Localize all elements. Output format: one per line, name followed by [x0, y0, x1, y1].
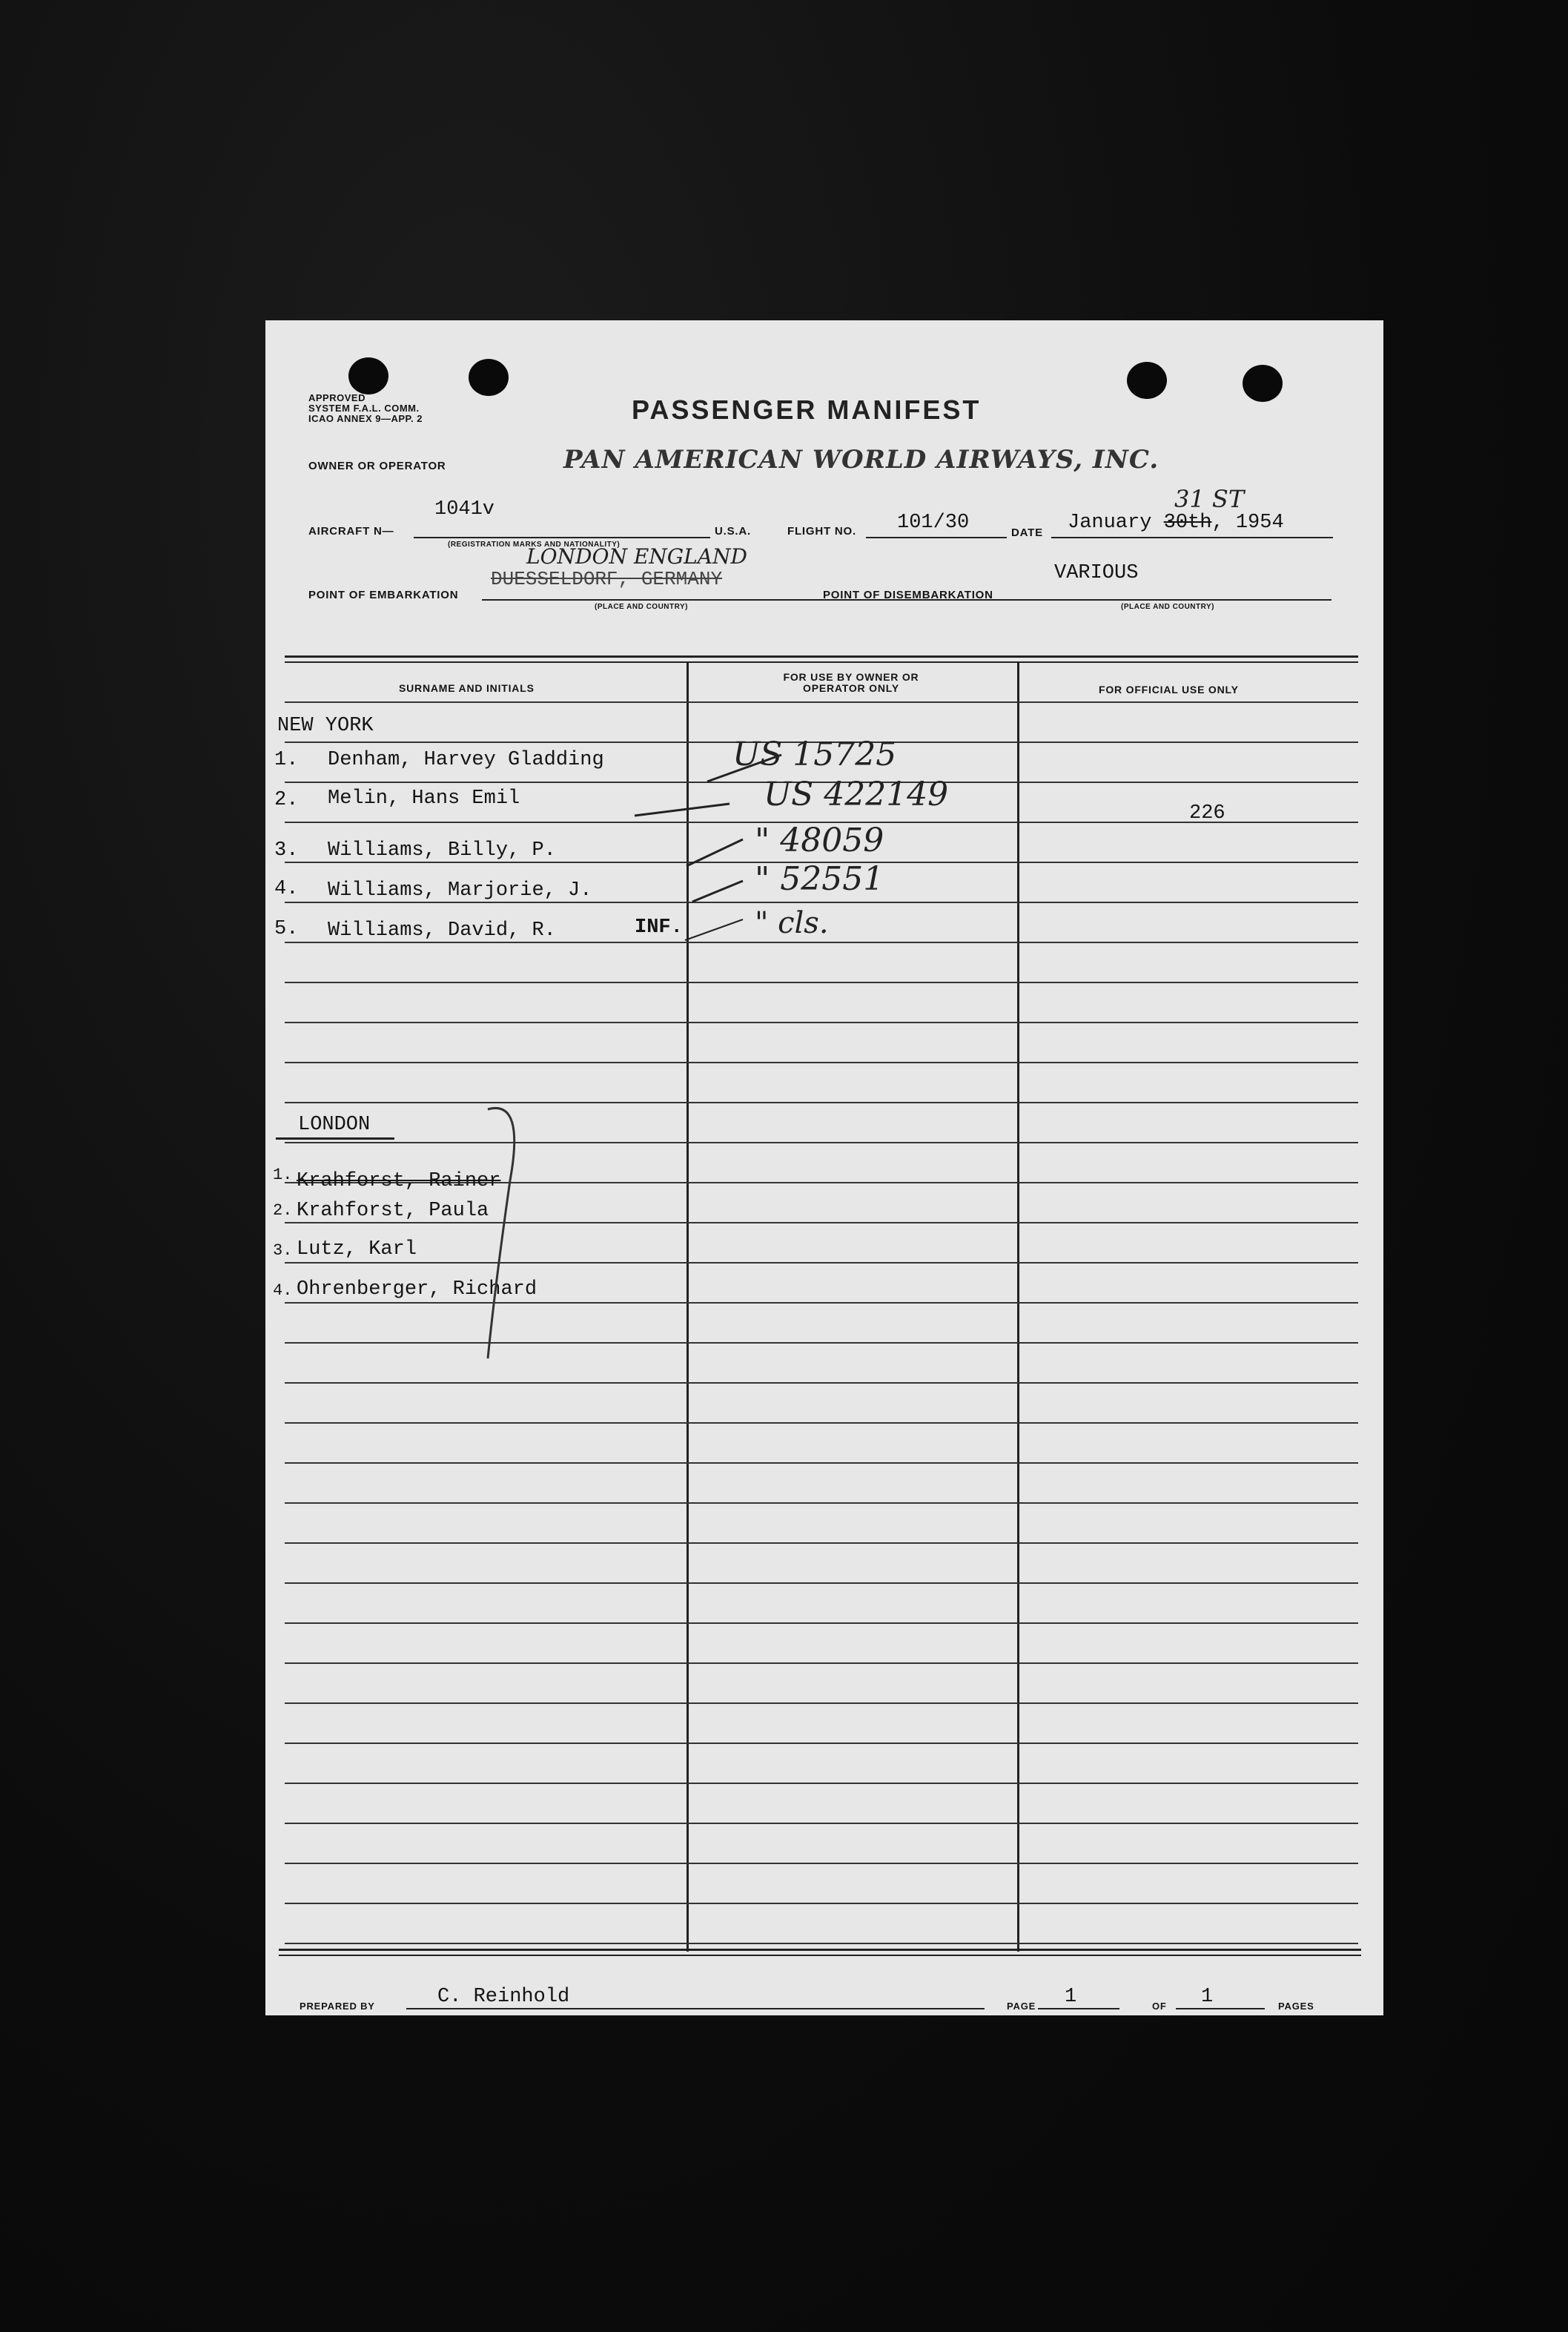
field-underline [1176, 2008, 1265, 2009]
column-header-official: FOR OFFICIAL USE ONLY [1099, 684, 1239, 696]
owner-note: " cls. [755, 906, 829, 940]
prepared-label: PREPARED BY [300, 2001, 375, 2012]
date-correction: 31 ST [1174, 485, 1245, 513]
pen-stroke [687, 839, 743, 866]
passenger-number: 4. [274, 878, 299, 900]
date-month: January [1068, 512, 1152, 534]
owner-label: OWNER OR OPERATOR [308, 460, 446, 472]
owner-note: " 52551 [755, 860, 884, 898]
pages-label: PAGES [1278, 2001, 1314, 2012]
owner-note: US 422149 [764, 776, 949, 813]
of-value: 1 [1201, 1986, 1214, 2008]
place-caption: (PLACE AND COUNTRY) [595, 603, 688, 611]
registration-caption: (REGISTRATION MARKS AND NATIONALITY) [448, 541, 621, 549]
pen-stroke [685, 919, 743, 940]
approval-line: APPROVED [308, 392, 365, 403]
of-label: OF [1152, 2001, 1167, 2012]
official-note: 226 [1189, 802, 1225, 825]
embark-correction: LONDON ENGLAND [526, 544, 747, 569]
passenger-name: Krahforst, Rainer [297, 1170, 501, 1192]
aircraft-label: AIRCRAFT N— [308, 525, 394, 538]
passenger-name: Krahforst, Paula [297, 1200, 489, 1222]
operator-name: PAN AMERICAN WORLD AIRWAYS, INC. [563, 445, 1160, 475]
prepared-value: C. Reinhold [437, 1986, 570, 2008]
date-struck: 30th [1163, 512, 1212, 534]
passenger-name: Williams, Billy, P. [328, 839, 556, 862]
owner-note: " 48059 [755, 822, 884, 859]
page-label: PAGE [1007, 2001, 1036, 2012]
page-title: PASSENGER MANIFEST [632, 394, 982, 425]
passenger-name: Williams, David, R. [328, 919, 556, 942]
passenger-number: 3. [274, 839, 299, 862]
passenger-name: Ohrenberger, Richard [297, 1278, 537, 1301]
passenger-number: 1. [274, 749, 299, 771]
disembark-value: VARIOUS [1054, 562, 1139, 584]
embark-struck: DUESSELDORF, GERMANY [491, 568, 723, 590]
column-header-owner: FOR USE BY OWNER OR OPERATOR ONLY [783, 671, 919, 694]
passenger-number: 4. [273, 1281, 293, 1300]
passenger-name: Melin, Hans Emil [328, 787, 520, 810]
group-heading: NEW YORK [277, 715, 374, 737]
owner-note: US 15725 [732, 736, 897, 773]
passenger-number: 5. [274, 918, 299, 940]
field-underline [1038, 2008, 1119, 2009]
date-year: , 1954 [1211, 512, 1284, 534]
pen-stroke [635, 804, 730, 816]
group-heading: LONDON [298, 1114, 371, 1136]
flight-label: FLIGHT NO. [787, 525, 856, 538]
bracket-stroke [488, 1108, 515, 1358]
passenger-number: 1. [273, 1166, 293, 1184]
handwriting-marks [265, 320, 1383, 2015]
place-caption: (PLACE AND COUNTRY) [1121, 603, 1214, 611]
aircraft-value: 1041v [434, 498, 495, 521]
page-value: 1 [1065, 1986, 1077, 2008]
infant-marker: INF. [635, 916, 683, 939]
passenger-name: Williams, Marjorie, J. [328, 879, 592, 902]
embark-label: POINT OF EMBARKATION [308, 589, 459, 601]
pen-stroke [707, 755, 781, 782]
approval-line: ICAO ANNEX 9—APP. 2 [308, 413, 423, 424]
disembark-label: POINT OF DISEMBARKATION [823, 589, 993, 601]
approval-line: SYSTEM F.A.L. COMM. [308, 403, 420, 414]
passenger-name: Lutz, Karl [297, 1238, 417, 1261]
pen-stroke [692, 881, 743, 902]
usa-label: U.S.A. [715, 525, 751, 538]
passenger-name: Denham, Harvey Gladding [328, 749, 604, 771]
passenger-number: 2. [273, 1201, 293, 1220]
passenger-number: 3. [273, 1241, 293, 1260]
passenger-number: 2. [274, 789, 299, 811]
manifest-sheet [265, 320, 1383, 2015]
field-underline [406, 2008, 985, 2009]
flight-value: 101/30 [897, 512, 970, 534]
column-header-surname: SURNAME AND INITIALS [399, 682, 535, 694]
date-label: DATE [1011, 526, 1043, 539]
